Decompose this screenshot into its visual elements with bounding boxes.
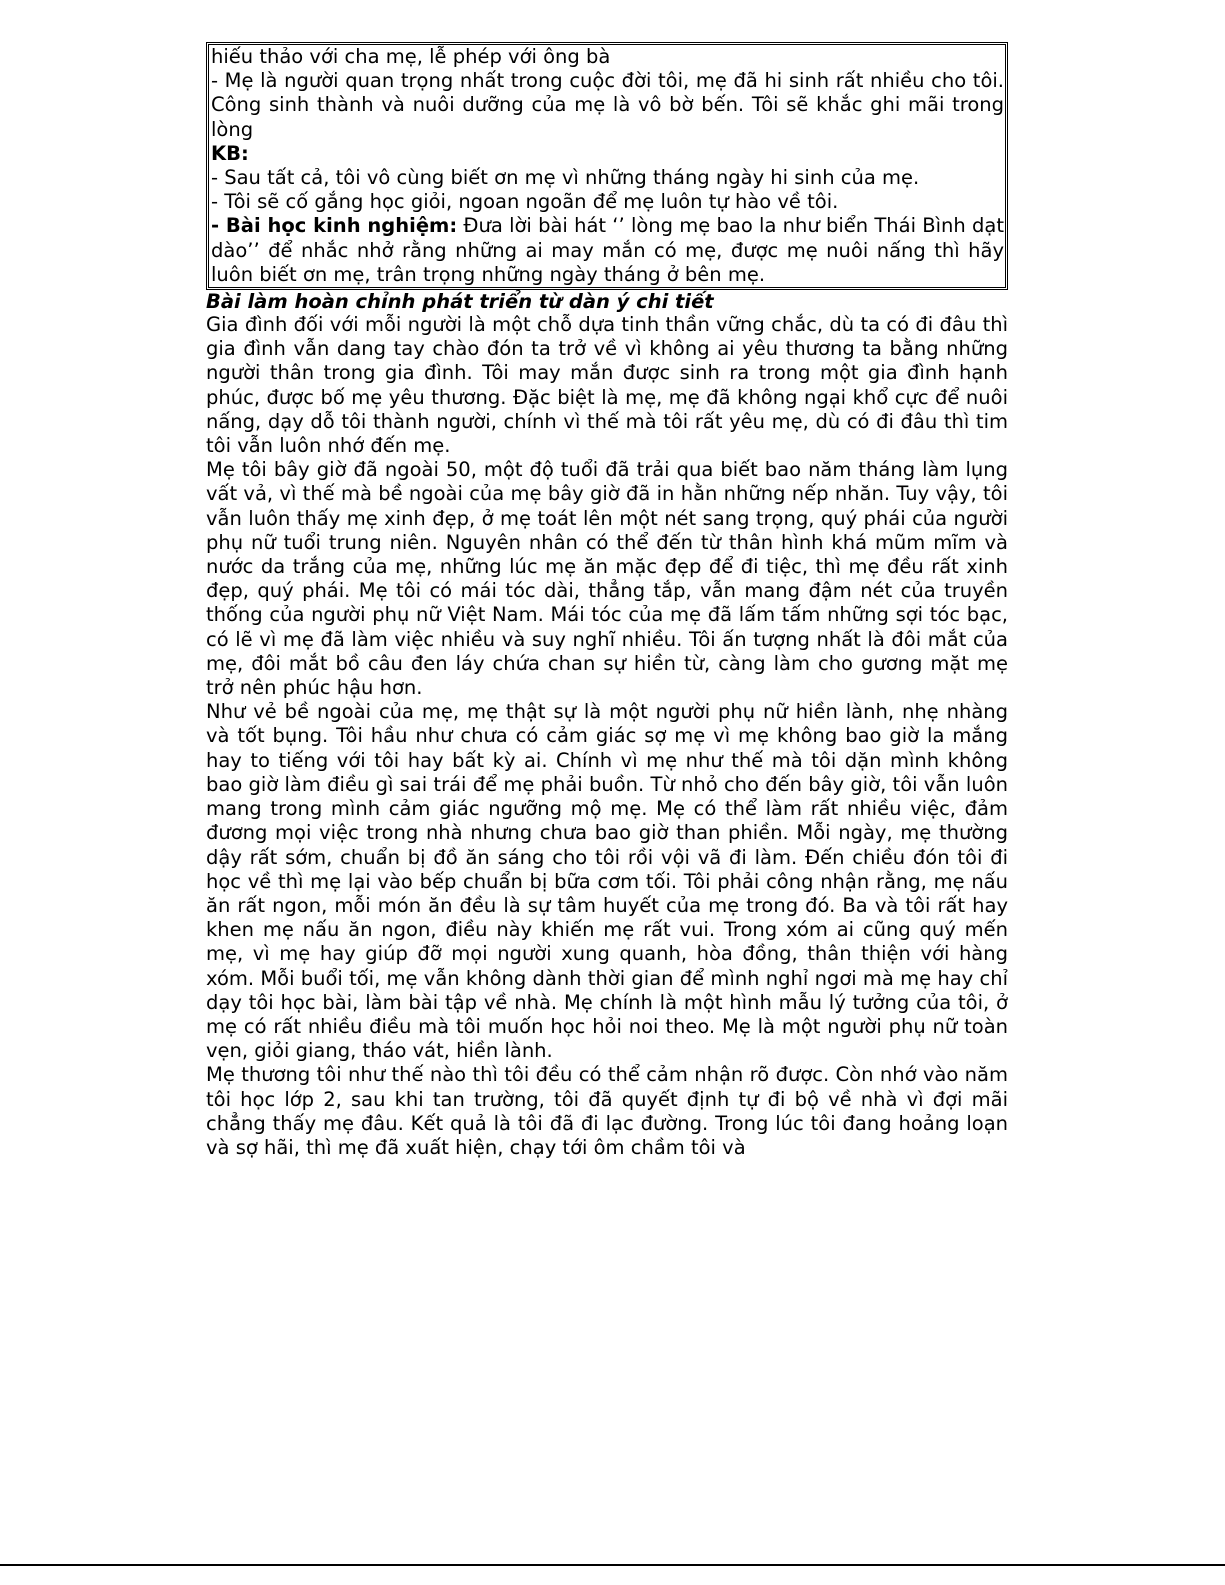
essay-body <box>206 313 1008 1160</box>
kb-point: - Tôi sẽ cố gắng học giỏi, ngoan ngoãn để mẹ luôn tự hào về tôi. <box>211 190 839 214</box>
lesson-text: Đưa lời bài hát ‘’ lòng mẹ bao la như biển Thái Bình dạt dào’’ để nhắc nhở rằng những ai may mắn có mẹ, được mẹ nuôi nấng thì hãy luôn biết ơn mẹ, trân trọng những ngày tháng ở bên mẹ. <box>211 214 1004 286</box>
document-page <box>206 42 1008 1160</box>
essay-title: Bài làm hoàn chỉnh phát triển từ dàn ý chi tiết <box>206 290 714 314</box>
essay-paragraph: Như vẻ bề ngoài của mẹ, mẹ thật sự là một người phụ nữ hiền lành, nhẹ nhàng và tốt bụng. Tôi hầu như chưa có cảm giác sợ mẹ vì mẹ không bao giờ la mắng hay to tiếng với tôi hay bất kỳ ai. Chính vì mẹ như thế mà tôi dặn mình không bao giờ làm điều gì sai trái để mẹ phải buồn. Từ nhỏ cho đến bây giờ, tôi vẫn luôn mang trong mình cảm giác ngưỡng mộ mẹ. Mẹ có thể làm rất nhiều việc, đảm đương mọi việc trong nhà nhưng chưa bao giờ than phiền. Mỗi ngày, mẹ thường dậy rất sớm, chuẩn bị đồ ăn sáng cho tôi rồi vội vã đi làm. Đến chiều đón tôi đi học về thì mẹ lại vào bếp chuẩn bị bữa cơm tối. Tôi phải công nhận rằng, mẹ nấu ăn rất ngon, mỗi món ăn đều là sự tâm huyết của mẹ trong đó. Ba và tôi rất hay khen mẹ nấu ăn ngon, điều này khiến mẹ rất vui. Trong xóm ai cũng quý mến mẹ, vì mẹ hay giúp đỡ mọi người xung quanh, hòa đồng, thân thiện với hàng xóm. Mỗi buổi tối, mẹ vẫn không dành thời gian để mình nghỉ ngơi mà mẹ hay chỉ dạy tôi học bài, làm bài tập về nhà. Mẹ chính là một hình mẫu lý tưởng của tôi, ở mẹ có rất nhiều điều mà tôi muốn học hỏi noi theo. Mẹ là một người phụ nữ toàn vẹn, giỏi giang, tháo vát, hiền lành. <box>206 700 1008 1063</box>
lesson-label: - Bài học kinh nghiệm: <box>211 214 458 238</box>
essay-paragraph: Mẹ thương tôi như thế nào thì tôi đều có thể cảm nhận rõ được. Còn nhớ vào năm tôi học lớp 2, sau khi tan trường, tôi đã quyết định tự đi bộ về nhà vì đợi mãi chẳng thấy mẹ đâu. Kết quả là tôi đã đi lạc đường. Trong lúc tôi đang hoảng loạn và sợ hãi, thì mẹ đã xuất hiện, chạy tới ôm chầm tôi và <box>206 1063 1008 1159</box>
page-bottom-rule <box>0 1564 1225 1566</box>
outline-line: hiếu thảo với cha mẹ, lễ phép với ông bà <box>211 45 611 68</box>
essay-paragraph: Gia đình đối với mỗi người là một chỗ dựa tinh thần vững chắc, dù ta có đi đâu thì gia đình vẫn dang tay chào đón ta trở về vì không ai yêu thương ta bằng những người thân trong gia đình. Tôi may mắn được sinh ra trong một gia đình hạnh phúc, được bố mẹ yêu thương. Đặc biệt là mẹ, mẹ đã không ngại khổ cực để nuôi nấng, dạy dỗ tôi thành người, chính vì thế mà tôi rất yêu mẹ, dù có đi đâu thì tim tôi vẫn luôn nhớ đến mẹ. <box>206 313 1008 458</box>
kb-point: - Sau tất cả, tôi vô cùng biết ơn mẹ vì những tháng ngày hi sinh của mẹ. <box>211 166 920 190</box>
outline-line: - Mẹ là người quan trọng nhất trong cuộc đời tôi, mẹ đã hi sinh rất nhiều cho tôi. Công sinh thành và nuôi dưỡng của mẹ là vô bờ bến. Tôi sẽ khắc ghi mãi trong lòng <box>211 69 1004 141</box>
kb-heading: KB: <box>211 141 249 165</box>
outline-box <box>206 42 1008 290</box>
essay-paragraph: Mẹ tôi bây giờ đã ngoài 50, một độ tuổi đã trải qua biết bao năm tháng làm lụng vất vả, vì thế mà bề ngoài của mẹ bây giờ đã in hằn những nếp nhăn. Tuy vậy, tôi vẫn luôn thấy mẹ xinh đẹp, ở mẹ toát lên một nét sang trọng, quý phái của người phụ nữ tuổi trung niên. Nguyên nhân có thể đến từ thân hình khá mũm mĩm và nước da trắng của mẹ, những lúc mẹ ăn mặc đẹp để đi tiệc, thì mẹ đều rất xinh đẹp, quý phái. Mẹ tôi có mái tóc dài, thẳng tắp, vẫn mang đậm nét của truyền thống của người phụ nữ Việt Nam. Mái tóc của mẹ đã lấm tấm những sợi tóc bạc, có lẽ vì mẹ đã làm việc nhiều và suy nghĩ nhiều. Tôi ấn tượng nhất là đôi mắt của mẹ, đôi mắt bồ câu đen láy chứa chan sự hiền từ, càng làm cho gương mặt mẹ trở nên phúc hậu hơn. <box>206 458 1008 700</box>
lesson-paragraph <box>211 214 1004 287</box>
